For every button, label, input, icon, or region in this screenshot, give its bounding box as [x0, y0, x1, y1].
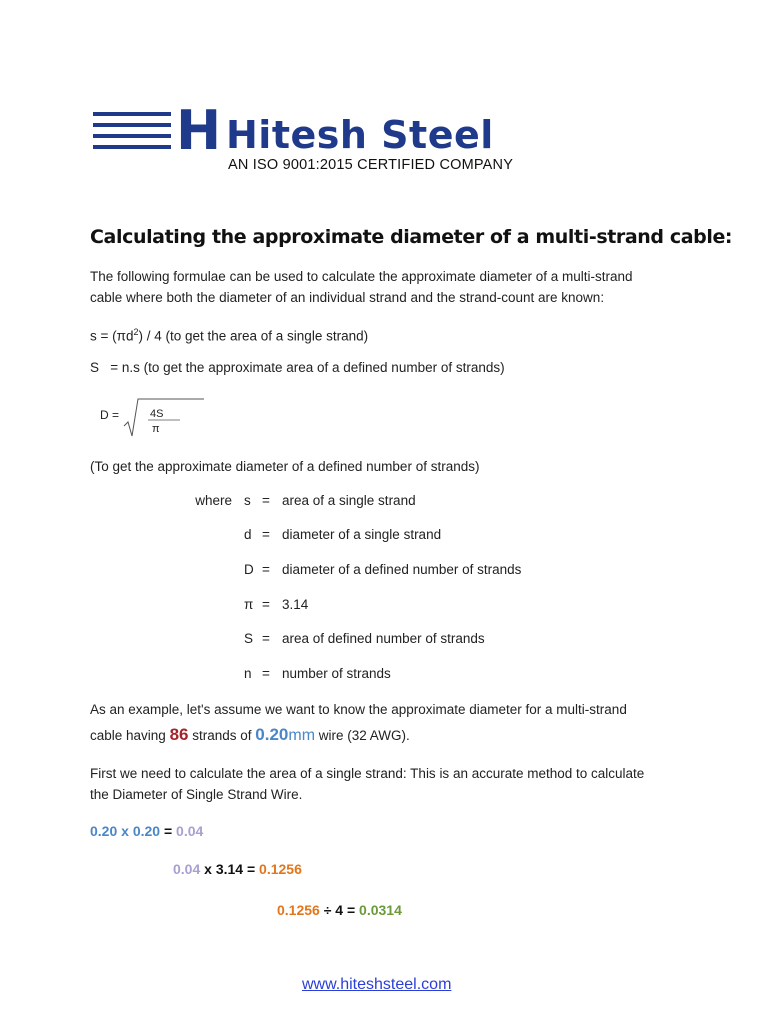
calc-1-equals: =	[160, 823, 177, 839]
definition-symbol: s	[244, 493, 251, 508]
calc-2-result: 0.1256	[259, 861, 302, 877]
definition-symbol: π	[244, 597, 254, 612]
first-step-line-2: the Diameter of Single Strand Wire.	[90, 787, 303, 802]
formula-1-sup: 2	[133, 327, 139, 337]
company-tagline: AN ISO 9001:2015 CERTIFIED COMPANY	[228, 157, 514, 173]
formula-total-area: S = n.s (to get the approximate area of a defined number of strands)	[90, 360, 505, 375]
definition-where: where	[195, 493, 232, 508]
calc-2-operator: x 3.14 =	[200, 861, 260, 877]
definition-row	[190, 595, 590, 615]
intro-line-2: cable where both the diameter of an individual strand and the strand-count are known:	[90, 290, 605, 305]
definition-row	[190, 629, 590, 649]
definition-equals: =	[262, 527, 270, 542]
definition-row	[190, 525, 590, 545]
example-text-a: cable having	[90, 728, 170, 743]
logo-mark: H	[176, 99, 221, 162]
definition-row	[190, 491, 590, 511]
company-name: Hitesh Steel	[226, 113, 494, 157]
formula-3-lhs: D =	[100, 408, 120, 422]
strand-count: 86	[169, 725, 189, 744]
website-link[interactable]: www.hiteshsteel.com	[302, 976, 452, 993]
definition-equals: =	[262, 666, 270, 681]
definition-symbol: D	[244, 562, 254, 577]
intro-line-1: The following formulae can be used to calculate the approximate diameter of a multi-strand	[90, 269, 633, 284]
definition-equals: =	[262, 631, 270, 646]
formula-3-note: (To get the approximate diameter of a defined number of strands)	[90, 459, 480, 474]
formula-1-prefix: s = (πd	[90, 328, 134, 344]
calc-3-operator: ÷ 4 =	[319, 902, 360, 918]
definition-equals: =	[262, 493, 270, 508]
wire-diameter-value: 0.20	[255, 725, 289, 744]
definition-text: number of strands	[282, 666, 391, 681]
definition-symbol: n	[244, 666, 252, 681]
definition-row	[190, 664, 590, 684]
calc-2-operand: 0.04	[173, 861, 201, 877]
example-text-b: strands of	[188, 728, 256, 743]
calc-3-result: 0.0314	[359, 902, 402, 918]
calculation-3	[277, 900, 402, 920]
definition-equals: =	[262, 562, 270, 577]
definition-text: area of defined number of strands	[282, 631, 485, 646]
formula-3-numerator: 4S	[150, 408, 164, 420]
calculation-1	[90, 821, 203, 841]
calc-1-operands: 0.20 x 0.20	[90, 823, 161, 839]
formula-3-denominator: π	[152, 423, 160, 435]
definition-equals: =	[262, 597, 270, 612]
example-line-1: As an example, let's assume we want to know the approximate diameter for a multi-strand	[90, 702, 627, 717]
definition-text: 3.14	[282, 597, 309, 612]
calculation-2	[173, 859, 302, 879]
definition-symbol: d	[244, 527, 252, 542]
definition-text: diameter of a defined number of strands	[282, 562, 522, 577]
calc-3-operand: 0.1256	[277, 902, 320, 918]
wire-diameter-unit: mm	[288, 727, 316, 744]
calc-1-result: 0.04	[176, 823, 204, 839]
formula-1-suffix: ) / 4 (to get the area of a single strand)	[138, 328, 369, 344]
example-text-c: wire (32 AWG).	[315, 728, 410, 743]
definition-text: area of a single strand	[282, 493, 416, 508]
example-line-2	[90, 722, 410, 749]
formula-single-strand-area	[90, 322, 368, 347]
first-step-line-1: First we need to calculate the area of a single strand: This is an accurate method to calculate	[90, 766, 645, 781]
definition-symbol: S	[244, 631, 254, 646]
definition-text: diameter of a single strand	[282, 527, 442, 542]
page-title: Calculating the approximate diameter of a multi-strand cable:	[90, 226, 733, 248]
definition-row	[190, 560, 590, 580]
